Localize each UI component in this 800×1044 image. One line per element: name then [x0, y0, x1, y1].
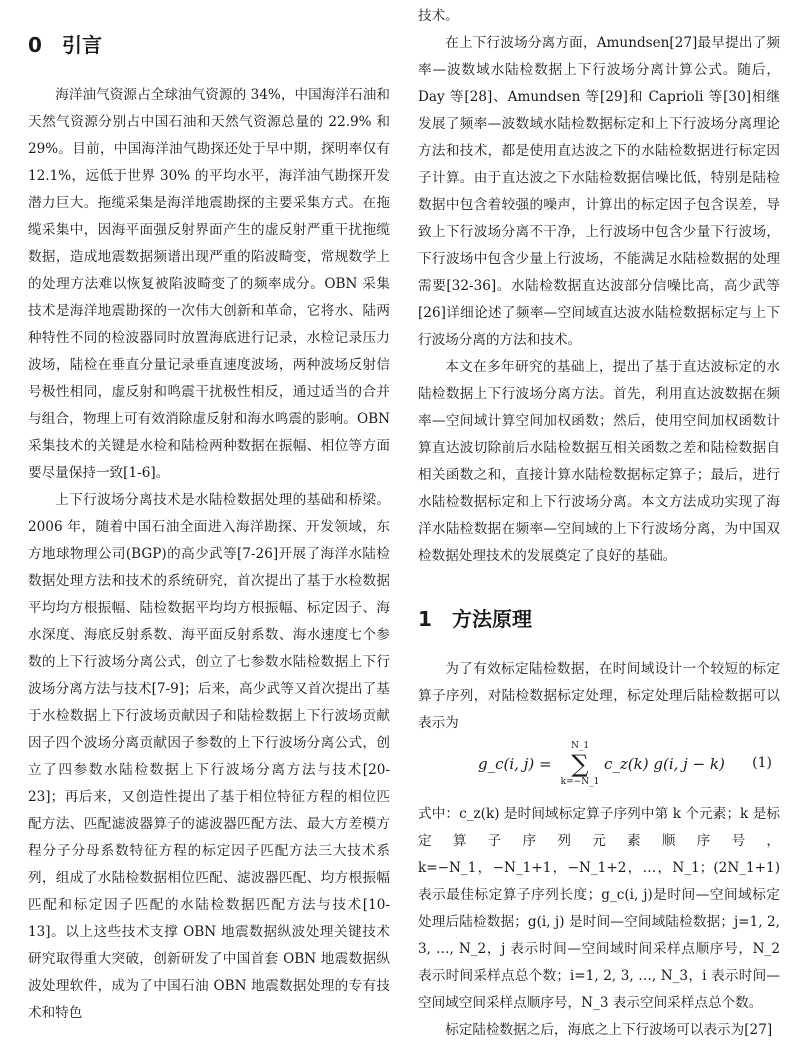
paragraph-continuation: 技术。: [418, 8, 459, 24]
equation-rhs: c_z(k) g(i, j − k): [604, 755, 725, 773]
paragraph-after-calibration: 标定陆检数据之后，海底之上下行波场可以表示为[27]: [445, 1022, 773, 1038]
equation-lhs: g_c(i, j) =: [478, 755, 552, 773]
section-number: 0: [28, 33, 42, 57]
summation: [560, 741, 600, 787]
paragraph-definitions: 式中：c_z(k) 是时间域标定算子序列中第 k 个元素；k 是标定算子序列元素顺序号，k=−N_1，−N_1+1，−N_1+2，…，N_1；(2N_1+1)表示最佳标定算子序列长度；g_c(i, j)是时间—空间域标定处理后陆检数据；g(i, j) 是时间—空间域陆检数据；j=1, 2, 3, …, N_2，j 表示时间—空间域时间采样点顺序号，N_2 表示时间采样点总个数；i=1, 2, 3, …, N_3，i 表示时间—空间域空间采样点顺序号，N_3 表示空间采样点总个数。: [418, 806, 780, 1011]
equation-1: [418, 737, 780, 801]
section-title: 引言: [62, 33, 102, 57]
sum-symbol: ∑: [571, 750, 589, 778]
sum-lower-limit: k=−N_1: [560, 777, 600, 787]
section-number: 1: [418, 607, 432, 631]
left-column: [28, 0, 390, 1027]
paragraph-intro-1: 海洋油气资源占全球油气资源的 34%，中国海洋石油和天然气资源分别占中国石油和天然气资源总量的 22.9% 和 29%。目前，中国海洋油气勘探还处于早中期，探明率仅有 12.1%，远低于世界 30% 的平均水平，海洋油气勘探开发潜力巨大。拖缆采集是海洋地震勘探的主要采集方式。在拖缆采集中，因海平面强反射界面产生的虚反射严重干扰拖缆数据，造成地震数据频谱出现严重的陷波畸变，常规数学上的处理方法难以恢复被陷波畸变了的频率成分。OBN 采集技术是海洋地震勘探的一次伟大创新和革命，它将水、陆两种特性不同的检波器同时放置海底进行记录，水检记录压力波场，陆检在垂直分量记录垂直速度波场，两种波场反射信号极性相同，虚反射和鸣震干扰极性相反，通过适当的合并与组合，物理上可有效消除虚反射和海水鸣震的影响。OBN 采集技术的关键是水检和陆检两种数据在振幅、相位等方面要尽量保持一致[1-6]。: [28, 87, 390, 481]
paragraph-intro-2: 上下行波场分离技术是水陆检数据处理的基础和桥梁。2006 年，随着中国石油全面进入海洋勘探、开发领域，东方地球物理公司(BGP)的高少武等[7-26]开展了海洋水陆检数据处理方法和技术的系统研究，首次提出了基于水检数据平均均方根振幅、陆检数据平均均方根振幅、标定因子、海水深度、海底反射系数、海平面反射系数、海水速度七个参数的上下行波场分离公式，创立了七参数水陆检数据上下行波场分离方法与技术[7-9]；后来，高少武等又首次提出了基于水检数据上下行波场贡献因子和陆检数据上下行波场贡献因子四个波场分离贡献因子参数的上下行波场分离公式，创立了四参数水陆检数据上下行波场分离方法与技术[20-23]；再后来，又创造性提出了基于相位特征方程的相位匹配方法、匹配滤波器算子的滤波器匹配方法、最大方差模方程分子分母系数特征方程的标定因子匹配方法三大技术系列，组成了水陆检数据相位匹配、滤波器匹配、均方根振幅匹配和标定因子匹配的水陆检数据匹配方法与技术[10-13]。以上这些技术支撑 OBN 地震数据纵波处理关键技术研究取得重大突破，创新研发了中国首套 OBN 地震数据纵波处理软件，成为了中国石油 OBN 地震数据处理的专有技术和特色: [28, 492, 390, 1021]
section-heading-intro: [28, 32, 390, 58]
paragraph-method: 为了有效标定陆检数据，在时间域设计一个较短的标定算子序列，对陆检数据标定处理，标定处理后陆检数据可以表示为: [418, 661, 780, 731]
paragraph-separation: 在上下行波场分离方面，Amundsen[27]最早提出了频率—波数域水陆检数据上下行波场分离计算公式。随后，Day 等[28]、Amundsen 等[29]和 Caprioli 等[30]相继发展了频率—波数域水陆检数据标定和上下行波场分离理论方法和技术，都是使用直达波之下的水陆检数据进行标定因子计算。由于直达波之下水陆检数据信噪比低，特别是陆检数据中包含着较强的噪声，计算出的标定因子包含误差，导致上下行波场分离不干净，上行波场中包含少量下行波场，下行波场中包含少量上行波场，不能满足水陆检数据的处理需要[32-36]。水陆检数据直达波部分信噪比高，高少武等[26]详细论述了频率—空间域直达波水陆检数据标定与上下行波场分离的方法和技术。: [418, 35, 780, 348]
equation-number: (1): [752, 755, 772, 771]
right-column: [418, 0, 780, 1044]
section-heading-method: [418, 606, 780, 632]
sum-upper-limit: N_1: [570, 741, 590, 751]
paragraph-contribution: 本文在多年研究的基础上，提出了基于直达波标定的水陆检数据上下行波场分离方法。首先，利用直达波数据在频率—空间域计算空间加权函数；然后，使用空间加权函数计算直达波切除前后水陆检数据互相关函数之差和陆检数据自相关函数之和，直接计算水陆检数据标定算子；最后，进行水陆检数据标定和上下行波场分离。本文方法成功实现了海洋水陆检数据在频率—空间域的上下行波场分离，为中国双检数据处理技术的发展奠定了良好的基础。: [418, 359, 780, 564]
section-title: 方法原理: [452, 607, 532, 631]
